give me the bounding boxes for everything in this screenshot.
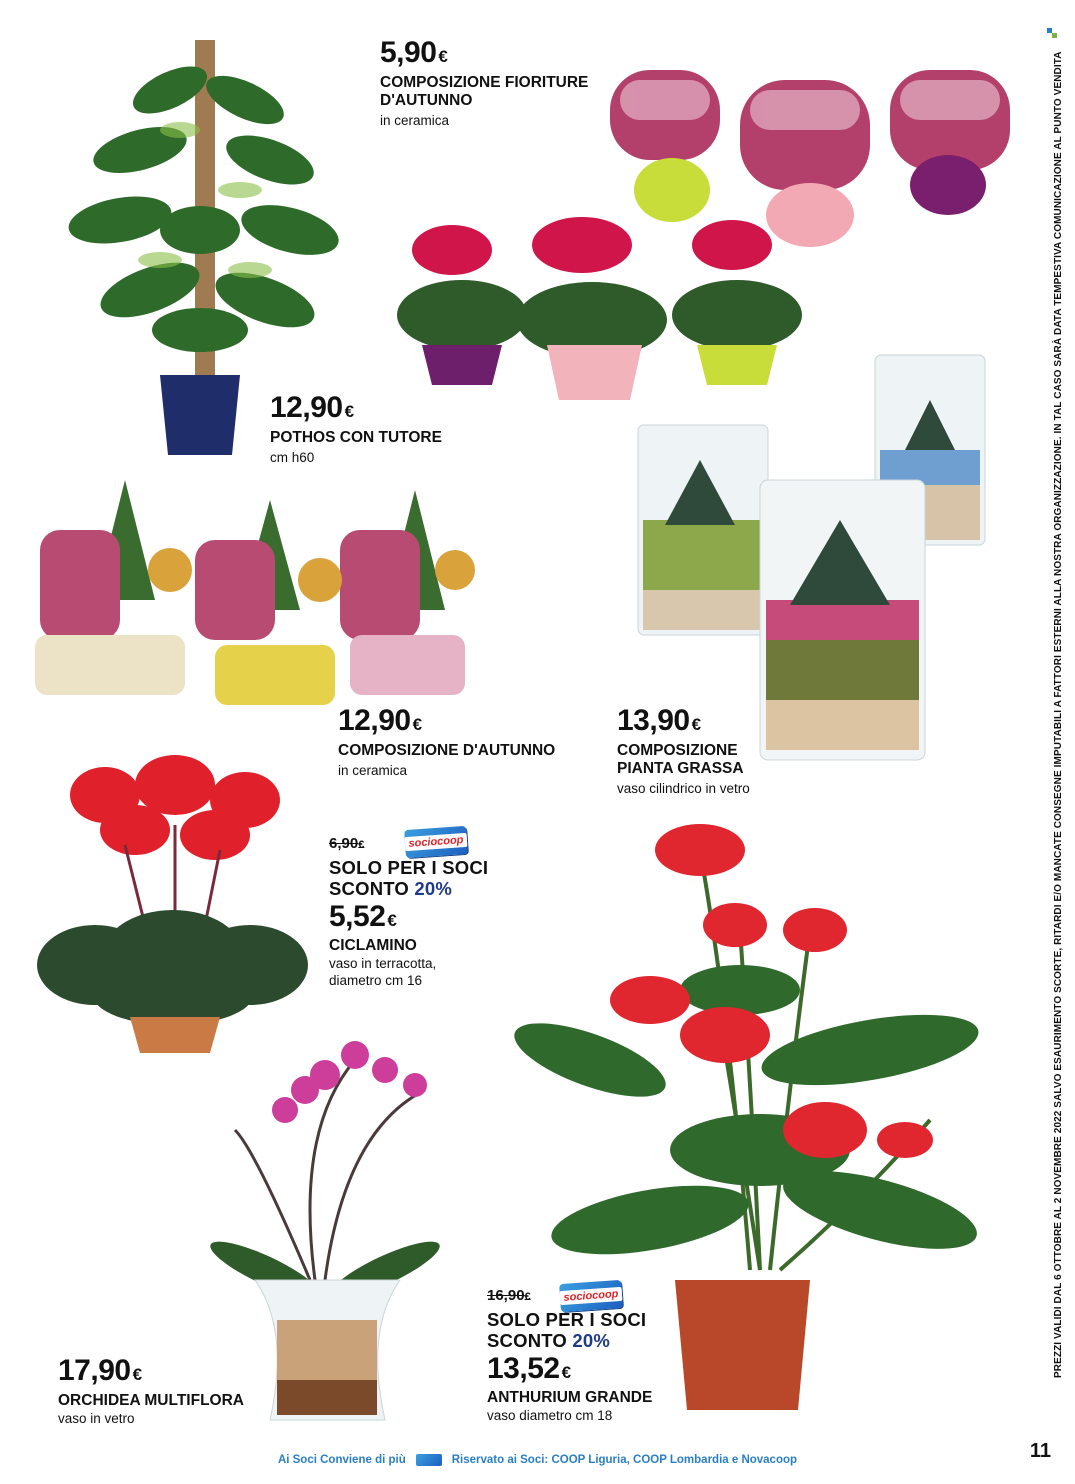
old-price: 6,90€ — [329, 835, 365, 852]
product-desc: vaso in terracotta, — [329, 956, 437, 971]
product-fioriture — [380, 38, 588, 129]
soci-discount: SCONTO 20% — [329, 878, 452, 899]
price: 5,90 € — [380, 36, 448, 69]
product-desc: diametro cm 16 — [329, 973, 423, 988]
price: 13,52 € — [487, 1352, 571, 1385]
corner-mark-icon — [1047, 28, 1057, 38]
product-name: CICLAMINO — [329, 937, 417, 954]
product-ciclamino — [329, 835, 488, 989]
price: 12,90 € — [338, 704, 422, 737]
product-desc: in ceramica — [380, 113, 450, 128]
ciclamino-image — [35, 755, 310, 1055]
sociocoop-badge: sociocoop — [404, 826, 468, 858]
product-orchidea — [58, 1356, 244, 1427]
soci-discount: SCONTO 20% — [487, 1330, 610, 1351]
sociocoop-mini-icon — [416, 1454, 442, 1466]
page-number: 11 — [1029, 1440, 1051, 1462]
price: 13,90 € — [617, 704, 701, 737]
price: 5,52 € — [329, 900, 397, 933]
price: 17,90 € — [58, 1354, 142, 1387]
autunno-image — [30, 470, 480, 710]
product-autunno — [338, 706, 555, 779]
old-price: 16,90€ — [487, 1287, 531, 1304]
footer-reserved: Riservato ai Soci: COOP Liguria, COOP Lombardia e Novacoop — [451, 1454, 798, 1466]
product-name: COMPOSIZIONE — [617, 742, 738, 759]
product-name: POTHOS CON TUTORE — [270, 429, 442, 446]
product-desc: vaso cilindrico in vetro — [617, 781, 750, 796]
price: 12,90 € — [270, 391, 354, 424]
sociocoop-badge: sociocoop — [559, 1280, 623, 1312]
product-pothos — [270, 393, 442, 466]
validity-disclaimer: PREZZI VALIDI DAL 6 OTTOBRE AL 2 NOVEMBRE 2022 SALVO ESAURIMENTO SCORTE, RITARDI E/O MANCATE CONSEGNE IMPUTABILI A FATTORI ESTERNI ALLA NOSTRA ORGANIZZAZIONE. IN TAL CASO SARÀ DATA TEMPESTIVA COMUNICAZIONE AL PUNTO VENDITA — [1053, 51, 1064, 1378]
product-name: COMPOSIZIONE D'AUTUNNO — [338, 742, 556, 759]
soci-label: SOLO PER I SOCI — [487, 1309, 647, 1330]
product-name: ORCHIDEA MULTIFLORA — [58, 1392, 244, 1409]
product-desc: vaso in vetro — [58, 1411, 135, 1426]
product-name: COMPOSIZIONE FIORITURE — [380, 74, 589, 91]
product-grassa — [617, 706, 750, 797]
product-name: ANTHURIUM GRANDE — [487, 1389, 653, 1406]
product-desc: vaso diametro cm 18 — [487, 1408, 613, 1423]
product-desc: in ceramica — [338, 763, 408, 778]
product-name: D'AUTUNNO — [380, 92, 473, 109]
footer — [0, 1448, 1075, 1472]
soci-label: SOLO PER I SOCI — [329, 857, 489, 878]
footer-slogan: Ai Soci Conviene di più — [277, 1454, 406, 1466]
product-anthurium — [487, 1287, 652, 1424]
product-desc: cm h60 — [270, 450, 315, 465]
product-name: PIANTA GRASSA — [617, 760, 744, 777]
